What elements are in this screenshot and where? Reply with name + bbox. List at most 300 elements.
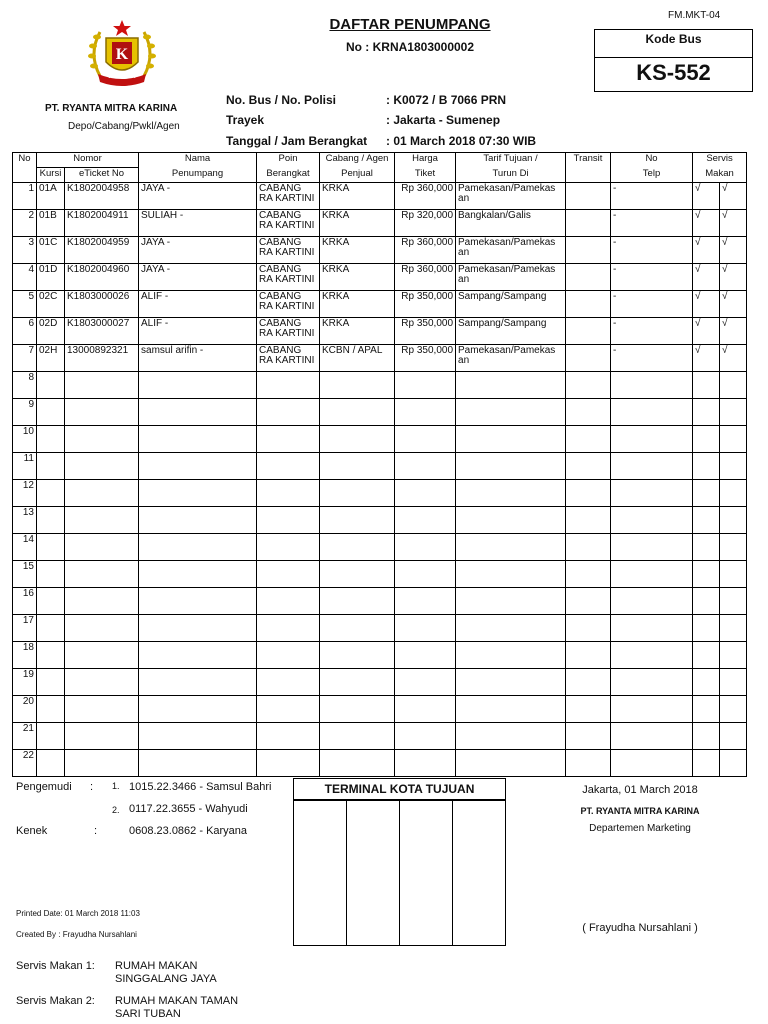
header-makan: Makan bbox=[693, 168, 747, 183]
cell-no: 21 bbox=[13, 723, 37, 750]
cell-tujuan bbox=[456, 669, 566, 696]
driver1-number: 1. bbox=[112, 781, 120, 791]
cell-cabang bbox=[320, 588, 395, 615]
header-penumpang: Penumpang bbox=[139, 168, 257, 183]
cell-nama: ALIF - bbox=[139, 318, 257, 345]
cell-telp bbox=[611, 399, 693, 426]
table-row bbox=[13, 372, 747, 399]
table-row bbox=[13, 507, 747, 534]
cell-tujuan: Sampang/Sampang bbox=[456, 291, 566, 318]
bus-label: No. Bus / No. Polisi bbox=[226, 93, 337, 107]
cell-poin bbox=[257, 480, 320, 507]
pengemudi-colon: : bbox=[90, 781, 94, 793]
cell-transit bbox=[566, 696, 611, 723]
place-date: Jakarta, 01 March 2018 bbox=[582, 784, 698, 796]
cell-cabang bbox=[320, 561, 395, 588]
cell-nama: JAYA - bbox=[139, 237, 257, 264]
table-row bbox=[13, 696, 747, 723]
cell-tujuan bbox=[456, 696, 566, 723]
cell-makan-2 bbox=[720, 696, 747, 723]
cell-kursi bbox=[37, 696, 65, 723]
header-eticket: eTicket No bbox=[65, 168, 139, 183]
header-blank bbox=[13, 168, 37, 183]
cell-poin bbox=[257, 750, 320, 777]
cell-eticket bbox=[65, 480, 139, 507]
passenger-table bbox=[12, 152, 747, 777]
cell-makan-1 bbox=[693, 534, 720, 561]
header-transit: Transit bbox=[566, 153, 611, 168]
signer-name: ( Frayudha Nursahlani ) bbox=[582, 922, 698, 934]
servis2: RUMAH MAKAN TAMAN SARI TUBAN bbox=[115, 995, 239, 1020]
cell-poin: CABANG RA KARTINI bbox=[257, 345, 320, 372]
cell-tujuan bbox=[456, 534, 566, 561]
cell-eticket bbox=[65, 588, 139, 615]
cell-poin: CABANG RA KARTINI bbox=[257, 318, 320, 345]
terminal-cell bbox=[294, 801, 347, 945]
cell-nama bbox=[139, 453, 257, 480]
cell-telp bbox=[611, 615, 693, 642]
svg-text:K: K bbox=[115, 46, 129, 63]
cell-eticket bbox=[65, 507, 139, 534]
cell-kursi bbox=[37, 750, 65, 777]
printed-date: Printed Date: 01 March 2018 11:03 bbox=[16, 909, 140, 918]
cell-makan-2: √ bbox=[720, 264, 747, 291]
cell-telp bbox=[611, 669, 693, 696]
cell-makan-2: √ bbox=[720, 291, 747, 318]
cell-harga: Rp 360,000 bbox=[395, 183, 456, 210]
cell-poin bbox=[257, 561, 320, 588]
cell-poin bbox=[257, 453, 320, 480]
table-row bbox=[13, 723, 747, 750]
cell-tujuan bbox=[456, 453, 566, 480]
cell-nama bbox=[139, 534, 257, 561]
table-row bbox=[13, 399, 747, 426]
header-row-top bbox=[13, 153, 747, 168]
bus-value: : K0072 / B 7066 PRN bbox=[386, 93, 507, 107]
cell-harga: Rp 350,000 bbox=[395, 345, 456, 372]
cell-transit bbox=[566, 264, 611, 291]
table-row bbox=[13, 588, 747, 615]
cell-no: 6 bbox=[13, 318, 37, 345]
cell-transit bbox=[566, 480, 611, 507]
header-telp: Telp bbox=[611, 168, 693, 183]
header-nama: Nama bbox=[139, 153, 257, 168]
header-cabang: Cabang / Agen bbox=[320, 153, 395, 168]
cell-makan-1 bbox=[693, 399, 720, 426]
cell-telp bbox=[611, 372, 693, 399]
cell-harga bbox=[395, 561, 456, 588]
cell-makan-1 bbox=[693, 723, 720, 750]
cell-makan-2 bbox=[720, 588, 747, 615]
cell-telp bbox=[611, 453, 693, 480]
cell-eticket bbox=[65, 669, 139, 696]
cell-poin: CABANG RA KARTINI bbox=[257, 210, 320, 237]
table-row bbox=[13, 210, 747, 237]
cell-makan-2: √ bbox=[720, 210, 747, 237]
cell-harga: Rp 360,000 bbox=[395, 237, 456, 264]
cell-kursi bbox=[37, 372, 65, 399]
cell-transit bbox=[566, 318, 611, 345]
cell-tujuan: Bangkalan/Galis bbox=[456, 210, 566, 237]
cell-poin bbox=[257, 588, 320, 615]
cell-poin bbox=[257, 399, 320, 426]
cell-no: 16 bbox=[13, 588, 37, 615]
kenek-label: Kenek bbox=[16, 825, 48, 837]
kenek-colon: : bbox=[94, 825, 98, 837]
cell-harga: Rp 320,000 bbox=[395, 210, 456, 237]
cell-no: 1 bbox=[13, 183, 37, 210]
cell-eticket: 13000892321 bbox=[65, 345, 139, 372]
table-row bbox=[13, 264, 747, 291]
page-title: DAFTAR PENUMPANG bbox=[329, 16, 491, 33]
cell-no: 4 bbox=[13, 264, 37, 291]
cell-eticket: K1802004911 bbox=[65, 210, 139, 237]
header-penjual: Penjual bbox=[320, 168, 395, 183]
cell-nama bbox=[139, 723, 257, 750]
cell-makan-2 bbox=[720, 453, 747, 480]
cell-poin bbox=[257, 642, 320, 669]
cell-tujuan bbox=[456, 750, 566, 777]
cell-tujuan: Pamekasan/Pamekas an bbox=[456, 183, 566, 210]
cell-telp bbox=[611, 588, 693, 615]
table-row bbox=[13, 534, 747, 561]
cell-no: 15 bbox=[13, 561, 37, 588]
header-nomor: Nomor bbox=[37, 153, 139, 168]
driver2: 0117.22.3655 - Wahyudi bbox=[129, 803, 248, 815]
sign-company: PT. RYANTA MITRA KARINA bbox=[580, 806, 700, 816]
cell-transit bbox=[566, 507, 611, 534]
tanggal-value: : 01 March 2018 07:30 WIB bbox=[386, 134, 537, 148]
cell-makan-1: √ bbox=[693, 210, 720, 237]
cell-cabang bbox=[320, 669, 395, 696]
cell-telp: - bbox=[611, 264, 693, 291]
cell-nama bbox=[139, 561, 257, 588]
cell-poin bbox=[257, 426, 320, 453]
kode-bus-value: KS-552 bbox=[636, 60, 711, 85]
cell-makan-1 bbox=[693, 372, 720, 399]
terminal-cell bbox=[400, 801, 453, 945]
company-name: PT. RYANTA MITRA KARINA bbox=[45, 103, 178, 114]
cell-harga bbox=[395, 588, 456, 615]
cell-eticket bbox=[65, 615, 139, 642]
cell-makan-2 bbox=[720, 399, 747, 426]
cell-cabang bbox=[320, 615, 395, 642]
cell-makan-1 bbox=[693, 615, 720, 642]
cell-no: 19 bbox=[13, 669, 37, 696]
cell-telp bbox=[611, 507, 693, 534]
table-row bbox=[13, 669, 747, 696]
cell-no: 11 bbox=[13, 453, 37, 480]
terminal-box bbox=[293, 778, 506, 946]
cell-makan-2 bbox=[720, 426, 747, 453]
cell-makan-1 bbox=[693, 750, 720, 777]
cell-makan-1 bbox=[693, 696, 720, 723]
cell-poin: CABANG RA KARTINI bbox=[257, 291, 320, 318]
cell-nama: JAYA - bbox=[139, 264, 257, 291]
table-row bbox=[13, 561, 747, 588]
cell-no: 14 bbox=[13, 534, 37, 561]
cell-kursi bbox=[37, 480, 65, 507]
cell-harga bbox=[395, 480, 456, 507]
cell-telp: - bbox=[611, 210, 693, 237]
cell-tujuan: Pamekasan/Pamekas an bbox=[456, 345, 566, 372]
header-tiket: Tiket bbox=[395, 168, 456, 183]
table-row bbox=[13, 750, 747, 777]
cell-kursi bbox=[37, 561, 65, 588]
cell-kursi: 01A bbox=[37, 183, 65, 210]
cell-harga bbox=[395, 372, 456, 399]
cell-cabang: KRKA bbox=[320, 264, 395, 291]
servis1: RUMAH MAKAN SINGGALANG JAYA bbox=[115, 960, 217, 985]
cell-eticket bbox=[65, 399, 139, 426]
cell-eticket bbox=[65, 561, 139, 588]
cell-poin bbox=[257, 507, 320, 534]
cell-telp: - bbox=[611, 291, 693, 318]
cell-transit bbox=[566, 615, 611, 642]
cell-eticket bbox=[65, 723, 139, 750]
cell-kursi bbox=[37, 453, 65, 480]
cell-telp: - bbox=[611, 345, 693, 372]
cell-tujuan bbox=[456, 372, 566, 399]
cell-tujuan: Pamekasan/Pamekas an bbox=[456, 264, 566, 291]
cell-makan-1 bbox=[693, 453, 720, 480]
cell-makan-1: √ bbox=[693, 345, 720, 372]
cell-cabang bbox=[320, 426, 395, 453]
cell-nama bbox=[139, 507, 257, 534]
cell-harga: Rp 360,000 bbox=[395, 264, 456, 291]
cell-harga bbox=[395, 426, 456, 453]
header-servis: Servis bbox=[693, 153, 747, 168]
cell-nama bbox=[139, 750, 257, 777]
cell-kursi bbox=[37, 426, 65, 453]
cell-eticket bbox=[65, 642, 139, 669]
cell-nama: SULIAH - bbox=[139, 210, 257, 237]
cell-tujuan: Sampang/Sampang bbox=[456, 318, 566, 345]
header-kursi: Kursi bbox=[37, 168, 65, 183]
cell-makan-1: √ bbox=[693, 183, 720, 210]
cell-kursi bbox=[37, 642, 65, 669]
cell-telp bbox=[611, 696, 693, 723]
kenek: 0608.23.0862 - Karyana bbox=[129, 825, 248, 837]
cell-harga bbox=[395, 669, 456, 696]
cell-eticket bbox=[65, 696, 139, 723]
cell-eticket bbox=[65, 453, 139, 480]
trayek-value: : Jakarta - Sumenep bbox=[386, 113, 501, 127]
cell-transit bbox=[566, 426, 611, 453]
cell-makan-2 bbox=[720, 480, 747, 507]
cell-nama bbox=[139, 615, 257, 642]
table-row bbox=[13, 183, 747, 210]
cell-makan-2 bbox=[720, 372, 747, 399]
cell-harga bbox=[395, 507, 456, 534]
cell-no: 5 bbox=[13, 291, 37, 318]
cell-eticket: K1803000026 bbox=[65, 291, 139, 318]
cell-telp: - bbox=[611, 183, 693, 210]
driver1: 1015.22.3466 - Samsul Bahri bbox=[129, 781, 272, 793]
cell-makan-1 bbox=[693, 588, 720, 615]
cell-cabang bbox=[320, 750, 395, 777]
cell-nama bbox=[139, 642, 257, 669]
cell-kursi: 02H bbox=[37, 345, 65, 372]
cell-cabang bbox=[320, 696, 395, 723]
cell-poin bbox=[257, 534, 320, 561]
cell-poin bbox=[257, 696, 320, 723]
cell-cabang bbox=[320, 399, 395, 426]
table-row bbox=[13, 291, 747, 318]
cell-no: 22 bbox=[13, 750, 37, 777]
header-no: No bbox=[13, 153, 37, 168]
cell-tujuan bbox=[456, 480, 566, 507]
cell-makan-1: √ bbox=[693, 264, 720, 291]
cell-tujuan bbox=[456, 507, 566, 534]
cell-nama bbox=[139, 669, 257, 696]
cell-telp bbox=[611, 480, 693, 507]
cell-nama bbox=[139, 696, 257, 723]
cell-kursi: 01B bbox=[37, 210, 65, 237]
table-row bbox=[13, 345, 747, 372]
cell-eticket bbox=[65, 750, 139, 777]
logo-text: KARINA bbox=[108, 73, 136, 80]
cell-makan-2 bbox=[720, 561, 747, 588]
document-number: No : KRNA1803000002 bbox=[345, 40, 475, 54]
cell-makan-1 bbox=[693, 507, 720, 534]
cell-harga bbox=[395, 453, 456, 480]
cell-nama bbox=[139, 372, 257, 399]
cell-no: 7 bbox=[13, 345, 37, 372]
cell-nama bbox=[139, 588, 257, 615]
cell-no: 17 bbox=[13, 615, 37, 642]
cell-makan-2 bbox=[720, 669, 747, 696]
cell-transit bbox=[566, 453, 611, 480]
cell-poin: CABANG RA KARTINI bbox=[257, 264, 320, 291]
cell-kursi bbox=[37, 723, 65, 750]
cell-harga bbox=[395, 615, 456, 642]
cell-makan-2: √ bbox=[720, 183, 747, 210]
cell-harga bbox=[395, 723, 456, 750]
cell-no: 3 bbox=[13, 237, 37, 264]
cell-eticket bbox=[65, 426, 139, 453]
cell-nama bbox=[139, 399, 257, 426]
cell-makan-1 bbox=[693, 561, 720, 588]
table-row bbox=[13, 642, 747, 669]
kode-bus-box bbox=[594, 29, 753, 92]
driver2-number: 2. bbox=[112, 805, 120, 815]
pengemudi-label: Pengemudi bbox=[16, 781, 72, 793]
terminal-cell bbox=[347, 801, 400, 945]
cell-kursi bbox=[37, 615, 65, 642]
cell-transit bbox=[566, 723, 611, 750]
cell-makan-2 bbox=[720, 750, 747, 777]
cell-makan-2 bbox=[720, 642, 747, 669]
cell-makan-1: √ bbox=[693, 291, 720, 318]
cell-makan-2: √ bbox=[720, 345, 747, 372]
department: Departemen Marketing bbox=[589, 823, 691, 834]
cell-cabang bbox=[320, 453, 395, 480]
cell-nama: samsul arifin - bbox=[139, 345, 257, 372]
cell-transit bbox=[566, 372, 611, 399]
cell-harga bbox=[395, 750, 456, 777]
cell-harga: Rp 350,000 bbox=[395, 291, 456, 318]
cell-eticket: K1803000027 bbox=[65, 318, 139, 345]
cell-tujuan bbox=[456, 642, 566, 669]
cell-telp bbox=[611, 642, 693, 669]
cell-eticket: K1802004959 bbox=[65, 237, 139, 264]
cell-tujuan bbox=[456, 615, 566, 642]
servis2-label: Servis Makan 2: bbox=[16, 995, 95, 1007]
cell-tujuan bbox=[456, 723, 566, 750]
cell-kursi bbox=[37, 399, 65, 426]
kode-bus-label: Kode Bus bbox=[595, 32, 752, 58]
cell-tujuan bbox=[456, 426, 566, 453]
table-row bbox=[13, 453, 747, 480]
cell-cabang: KCBN / APAL bbox=[320, 345, 395, 372]
terminal-title: TERMINAL KOTA TUJUAN bbox=[294, 779, 505, 801]
cell-poin: CABANG RA KARTINI bbox=[257, 183, 320, 210]
cell-poin bbox=[257, 615, 320, 642]
cell-cabang: KRKA bbox=[320, 291, 395, 318]
cell-telp bbox=[611, 723, 693, 750]
cell-no: 12 bbox=[13, 480, 37, 507]
cell-makan-2 bbox=[720, 723, 747, 750]
cell-cabang bbox=[320, 723, 395, 750]
cell-no: 10 bbox=[13, 426, 37, 453]
cell-no: 2 bbox=[13, 210, 37, 237]
cell-transit bbox=[566, 534, 611, 561]
cell-telp bbox=[611, 534, 693, 561]
cell-makan-2 bbox=[720, 615, 747, 642]
cell-cabang bbox=[320, 642, 395, 669]
terminal-columns bbox=[294, 801, 505, 945]
cell-kursi: 01D bbox=[37, 264, 65, 291]
header-blank-2 bbox=[566, 168, 611, 183]
cell-makan-1 bbox=[693, 642, 720, 669]
terminal-cell bbox=[453, 801, 505, 945]
header-berangkat: Berangkat bbox=[257, 168, 320, 183]
depo-label: Depo/Cabang/Pwkl/Agen bbox=[68, 121, 180, 132]
cell-poin bbox=[257, 372, 320, 399]
cell-tujuan bbox=[456, 588, 566, 615]
cell-eticket: K1802004960 bbox=[65, 264, 139, 291]
cell-tujuan: Pamekasan/Pamekas an bbox=[456, 237, 566, 264]
cell-no: 13 bbox=[13, 507, 37, 534]
cell-cabang bbox=[320, 480, 395, 507]
cell-cabang bbox=[320, 372, 395, 399]
cell-telp bbox=[611, 561, 693, 588]
table-row bbox=[13, 480, 747, 507]
cell-tujuan bbox=[456, 561, 566, 588]
cell-transit bbox=[566, 399, 611, 426]
cell-cabang bbox=[320, 507, 395, 534]
cell-transit bbox=[566, 210, 611, 237]
cell-nama bbox=[139, 426, 257, 453]
cell-cabang: KRKA bbox=[320, 318, 395, 345]
cell-harga bbox=[395, 399, 456, 426]
header-harga: Harga bbox=[395, 153, 456, 168]
cell-kursi: 02D bbox=[37, 318, 65, 345]
header-row-bottom bbox=[13, 168, 747, 183]
cell-nama: JAYA - bbox=[139, 183, 257, 210]
cell-no: 8 bbox=[13, 372, 37, 399]
cell-makan-2 bbox=[720, 534, 747, 561]
table-row bbox=[13, 237, 747, 264]
cell-no: 9 bbox=[13, 399, 37, 426]
servis1-label: Servis Makan 1: bbox=[16, 960, 95, 972]
cell-kursi: 02C bbox=[37, 291, 65, 318]
created-by: Created By : Frayudha Nursahlani bbox=[16, 930, 137, 939]
cell-cabang bbox=[320, 534, 395, 561]
header-no-telp: No bbox=[611, 153, 693, 168]
cell-poin bbox=[257, 669, 320, 696]
